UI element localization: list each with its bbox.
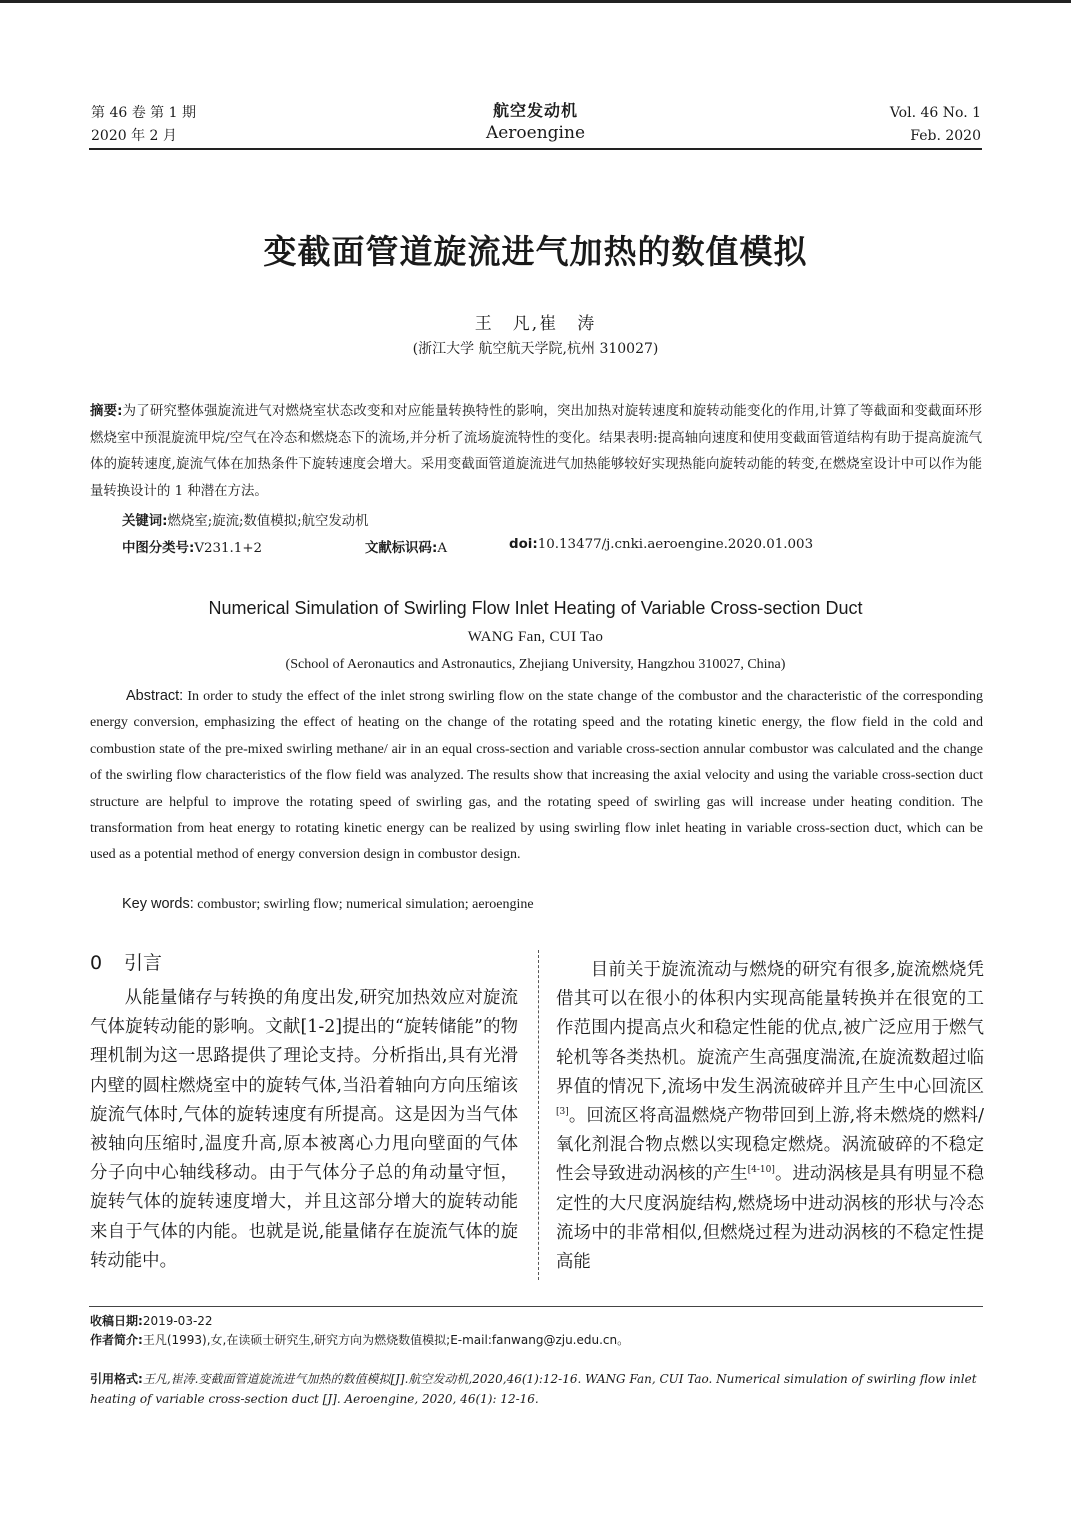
journal-name-cn: 航空发动机 — [492, 101, 578, 120]
abstract-cn — [90, 399, 982, 505]
citation-format — [90, 1369, 985, 1409]
footnote-rule — [89, 1306, 983, 1307]
top-border — [0, 0, 1071, 3]
journal-volume-info-en — [890, 102, 981, 148]
doi — [509, 537, 813, 552]
author-bio-text: 王凡(1993),女,在读硕士研究生,研究方向为燃烧数值模拟;E-mail:fanwang@zju.edu.cn。 — [142, 1333, 630, 1347]
volume-issue: 第 46 卷 第 1 期 — [91, 105, 196, 121]
abstract-cn-text: 为了研究整体强旋流进气对燃烧室状态改变和对应能量转换特性的影响，突出加热对旋转速度和旋转动能变化的作用,计算了等截面和变截面环形燃烧室中预混旋流甲烷/空气在冷态和燃烧态下的流场,并分析了流场旋流特性的变化。结果表明:提高轴向速度和使用变截面管道结构有助于提高旋流气体的旋转速度,旋流气体在加热条件下旋转速度会增大。采用变截面管道旋流进气加热能够较好实现热能向旋转动能的转变,在燃烧室设计中可以作为能量转换设计的 1 种潜在方法。 — [90, 404, 982, 499]
clc-label: 中图分类号: — [122, 541, 195, 556]
keywords-en-text: combustor; swirling flow; numerical simulation; aeroengine — [197, 897, 534, 912]
english-affiliation: (School of Aeronautics and Astronautics, Zhejiang University, Hangzhou 310027, China) — [285, 657, 786, 672]
author-bio-label: 作者简介: — [90, 1333, 143, 1347]
issue-date: 2020 年 2 月 — [91, 128, 177, 144]
intro-paragraph-2 — [556, 956, 984, 1277]
keywords-cn-text: 燃烧室;旋流;数值模拟;航空发动机 — [167, 514, 369, 529]
header-rule — [89, 148, 982, 150]
doc-code-label: 文献标识码: — [365, 541, 438, 556]
citation-label: 引用格式: — [90, 1372, 143, 1386]
doi-value: 10.13477/j.cnki.aeroengine.2020.01.003 — [537, 537, 814, 552]
reference-3: [3] — [556, 1107, 569, 1118]
reference-4-10: [4-10] — [747, 1165, 775, 1176]
para2-part-a: 目前关于旋流流动与燃烧的研究有很多,旋流燃烧凭借其可以在很小的体积内实现高能量转换并在很宽的工作范围内提高点火和稳定性能的优点,被广泛应用于燃气轮机等各类热机。旋流产生高强度湍流,在旋流数超过临界值的情况下,流场中发生涡流破碎并且产生中心回流区 — [556, 960, 984, 1097]
keywords-cn — [122, 510, 369, 529]
doc-code-value: A — [437, 541, 447, 556]
keywords-cn-label: 关键词: — [122, 514, 168, 529]
keywords-en-label: Key words: — [122, 896, 194, 912]
section-title: 引言 — [124, 952, 163, 974]
volume-issue-en: Vol. 46 No. 1 — [889, 105, 981, 121]
authors: 王 凡,崔 涛 — [474, 314, 597, 334]
received-label: 收稿日期: — [90, 1314, 143, 1328]
intro-paragraph-1: 从能量储存与转换的角度出发,研究加热效应对旋流气体旋转动能的影响。文献[1-2]提出的“旋转储能”的物理机制为这一思路提供了理论支持。分析指出,具有光滑内壁的圆柱燃烧室中的旋转气体,当沿着轴向方向压缩该旋流气体时,气体的旋转速度有所提高。这是因为当气体被轴向压缩时,温度升高,原本被离心力甩向壁面的气体分子向中心轴线移动。由于气体分子总的角动量守恒，旋转气体的旋转速度增大，并且这部分增大的旋转动能来自于气体的内能。也就是说,能量储存在旋流气体的旋转动能中。 — [90, 988, 518, 1271]
para2-part-c: 。进动涡核是具有明显不稳定性的大尺度涡旋结构,燃烧场中进动涡核的形状与冷态流场中的非常相似,但燃烧过程为进动涡核的不稳定性提高能 — [556, 1164, 984, 1273]
abstract-en — [90, 683, 983, 869]
body-right-column — [556, 948, 984, 1277]
classification-row — [122, 537, 982, 559]
para2-part-b: 。回流区将高温燃烧产物带回到上游,将未燃烧的燃料/氧化剂混合物点燃以实现稳定燃烧。涡流破碎的不稳定性会导致进动涡核的产生 — [556, 1106, 984, 1185]
english-authors: WANG Fan, CUI Tao — [467, 629, 604, 645]
author-bio — [90, 1331, 629, 1350]
received-value: 2019-03-22 — [142, 1314, 213, 1328]
section-heading — [90, 948, 518, 978]
affiliation: (浙江大学 航空航天学院,杭州 310027) — [412, 341, 659, 357]
citation-text: 王凡,崔涛.变截面管道旋流进气加热的数值模拟[J].航空发动机,2020,46(1):12-16. WANG Fan, CUI Tao. Numerical simulation of swirling flow inlet heating of variable cross-section duct [J]. Aeroengine, 2020, 46(1): 12-16. — [90, 1372, 977, 1406]
abstract-cn-label: 摘要: — [90, 404, 123, 419]
abstract-en-text: In order to study the effect of the inlet strong swirling flow on the state change of the combustor and the characteristic of the corresponding energy conversion, emphasizing the effect of heating on the change of the rotating speed and the rotating kinetic energy, the flow field in the cold and combustion state of the pre-mixed swirling methane/ air in an equal cross-section and variable cross-section annular combustor was calculated and the change of the swirling flow characteristics of the flow field was analyzed. The results show that increasing the axial velocity and using the variable cross-section duct structure are helpful to improve the rotating speed of swirling gas, and the rotating speed of swirling gas will increase under heating condition. The transformation from heat energy to rotating kinetic energy can be realized by using swirling flow inlet heating in variable cross-section duct, which can be used as a potential method of energy conversion design in combustor design. — [90, 689, 984, 863]
body-left-column — [90, 948, 518, 1276]
keywords-en — [122, 896, 534, 913]
clc-value: V231.1+2 — [194, 541, 263, 556]
document-code — [365, 537, 447, 556]
abstract-en-label: Abstract: — [126, 688, 184, 704]
section-number: 0 — [90, 952, 103, 974]
issue-date-en: Feb. 2020 — [910, 128, 981, 144]
clc-number — [122, 537, 262, 556]
english-title: Numerical Simulation of Swirling Flow Inlet Heating of Variable Cross-section Duct — [208, 598, 863, 618]
journal-name-en: Aeroengine — [485, 123, 586, 143]
doi-label: doi: — [509, 537, 538, 552]
paper-title: 变截面管道旋流进气加热的数值模拟 — [263, 232, 808, 271]
column-divider — [538, 950, 539, 1280]
received-date — [90, 1312, 213, 1331]
